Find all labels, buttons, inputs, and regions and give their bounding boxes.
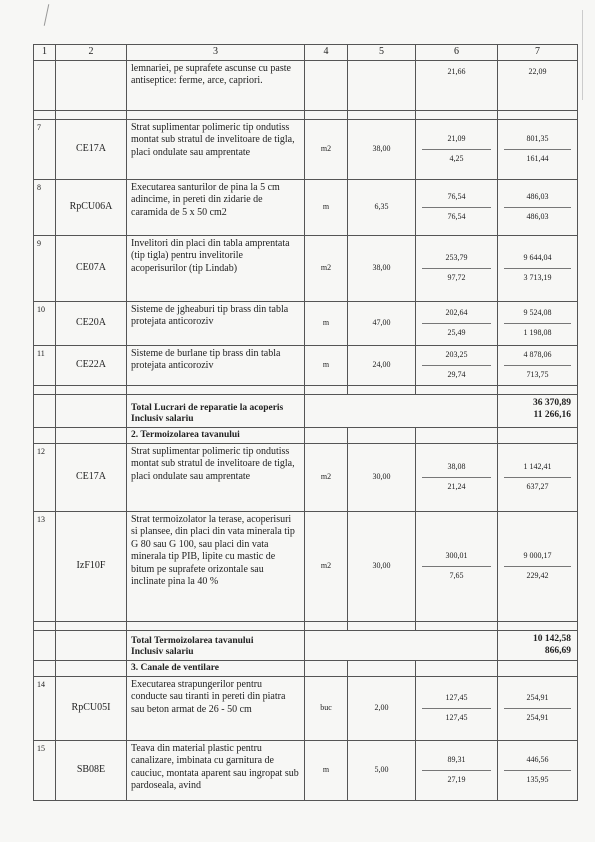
- quantity: 47,00: [348, 301, 416, 345]
- table-row: [34, 119, 578, 179]
- total-salary: 229,42: [526, 570, 549, 580]
- row-number: 9: [34, 235, 56, 301]
- col-header: 1: [34, 45, 56, 61]
- total-price: 446,56: [504, 752, 571, 771]
- norm-code: RpCU05I: [56, 676, 127, 740]
- unit: buc: [305, 676, 348, 740]
- total-price: 254,91: [504, 690, 571, 709]
- row-number: 11: [34, 345, 56, 385]
- quantity: 6,35: [348, 179, 416, 235]
- item-description: Teava din material plastic pentru canalizare, imbinata cu garnitura de cauciuc, montata aparent sau ingropat sub pardoseala, avind: [127, 740, 305, 800]
- total-price: 22,09: [528, 66, 547, 76]
- unit-price: 76,54: [422, 189, 491, 208]
- total-price: 486,03: [504, 189, 571, 208]
- unit-salary: 25,49: [447, 327, 466, 337]
- section-title: 2. Termoizolarea tavanului: [127, 427, 305, 443]
- total-price: 4 878,06: [504, 347, 571, 366]
- total-price: 1 142,41: [504, 459, 571, 478]
- estimate-table: [33, 44, 578, 801]
- col-header: 5: [348, 45, 416, 61]
- table-row: [34, 235, 578, 301]
- norm-code: RpCU06A: [56, 179, 127, 235]
- norm-code: IzF10F: [56, 511, 127, 621]
- col-header: 2: [56, 45, 127, 61]
- total-salary: 254,91: [526, 712, 549, 722]
- quantity: 24,00: [348, 345, 416, 385]
- norm-code: CE22A: [56, 345, 127, 385]
- total-salary: 713,75: [526, 369, 549, 379]
- col-header: 3: [127, 45, 305, 61]
- unit: m: [305, 345, 348, 385]
- section-title: 3. Canale de ventilare: [127, 660, 305, 676]
- item-description: Strat termoizolator la terase, acoperisuri si plansee, din placi din vata minerala tip G 80 sau G 100, sau placi din vata minerala tip PIB, lipite cu mastic de bitum pe suprafete orizontale sau inclinate pina la 40 %: [127, 511, 305, 621]
- item-description: Sisteme de jgheaburi tip brass din tabla protejata anticoroziv: [127, 301, 305, 345]
- table-row: [34, 443, 578, 511]
- unit-salary: 76,54: [447, 211, 466, 221]
- col-header: 7: [498, 45, 578, 61]
- header-row: [34, 45, 578, 61]
- total-label: Total Lucrari de reparatie la acoperis: [131, 402, 284, 413]
- total-salary: 486,03: [526, 211, 549, 221]
- unit: m: [305, 301, 348, 345]
- item-description: Invelitori din placi din tabla amprentata (tip tigla) pentru invelitorile acoperisurilor (tip Lindab): [127, 235, 305, 301]
- unit-salary: 21,24: [447, 481, 466, 491]
- col-header: 6: [416, 45, 498, 61]
- quantity: 38,00: [348, 119, 416, 179]
- table-row: [34, 345, 578, 385]
- unit: m2: [305, 119, 348, 179]
- total-salary: 135,95: [526, 774, 549, 784]
- table-row: [34, 179, 578, 235]
- unit-price: 202,64: [422, 305, 491, 324]
- unit: m2: [305, 443, 348, 511]
- item-description: Executarea strapungerilor pentru conducte sau tiranti in pereti din piatra sau beton armat de 26 - 50 cm: [127, 676, 305, 740]
- total-value: 10 142,58: [533, 633, 571, 644]
- table-row: [34, 676, 578, 740]
- unit-price: 21,09: [422, 131, 491, 150]
- row-number: 12: [34, 443, 56, 511]
- total-price: 9 000,17: [504, 548, 571, 567]
- unit-salary: 4,25: [449, 153, 464, 163]
- total-salary: 161,44: [526, 153, 549, 163]
- norm-code: CE20A: [56, 301, 127, 345]
- total-row: [34, 394, 578, 427]
- unit-salary: 127,45: [445, 712, 468, 722]
- quantity: 5,00: [348, 740, 416, 800]
- norm-code: CE17A: [56, 119, 127, 179]
- item-description: Sisteme de burlane tip brass din tabla protejata anticoroziv: [127, 345, 305, 385]
- unit-price: 21,66: [447, 66, 466, 76]
- quantity: 38,00: [348, 235, 416, 301]
- unit-salary: 27,19: [447, 774, 466, 784]
- table-row: [34, 511, 578, 621]
- total-price: 801,35: [504, 131, 571, 150]
- quantity: 30,00: [348, 443, 416, 511]
- unit-price: 203,25: [422, 347, 491, 366]
- unit: m2: [305, 235, 348, 301]
- total-price: 9 524,08: [504, 305, 571, 324]
- total-incl-label: Inclusiv salariu: [131, 413, 194, 424]
- unit-salary: 29,74: [447, 369, 466, 379]
- quantity: 2,00: [348, 676, 416, 740]
- section-row: [34, 427, 578, 443]
- total-salary-value: 11 266,16: [533, 409, 571, 420]
- row-number: 15: [34, 740, 56, 800]
- total-row: [34, 630, 578, 660]
- unit: m2: [305, 511, 348, 621]
- total-incl-label: Inclusiv salariu: [131, 646, 194, 657]
- item-description: Strat suplimentar polimeric tip ondutiss montat sub stratul de invelitoare de tigla, placi ondulate sau amprentate: [127, 443, 305, 511]
- norm-code: SB08E: [56, 740, 127, 800]
- quantity: 30,00: [348, 511, 416, 621]
- table-row: [34, 60, 578, 110]
- total-salary: 1 198,08: [523, 327, 552, 337]
- row-number: 7: [34, 119, 56, 179]
- unit-price: 253,79: [422, 250, 491, 269]
- unit-price: 127,45: [422, 690, 491, 709]
- unit: m: [305, 179, 348, 235]
- table-row: [34, 301, 578, 345]
- scan-mark: [44, 4, 50, 26]
- row-number: 8: [34, 179, 56, 235]
- unit: m: [305, 740, 348, 800]
- item-description: Strat suplimentar polimeric tip ondutiss montat sub stratul de invelitoare de tigla, placi ondulate sau amprentate: [127, 119, 305, 179]
- table-row: [34, 740, 578, 800]
- norm-code: CE17A: [56, 443, 127, 511]
- norm-code: CE07A: [56, 235, 127, 301]
- item-description: lemnariei, pe suprafete ascunse cu paste antiseptice: ferme, arce, capriori.: [127, 60, 305, 110]
- total-value: 36 370,89: [533, 397, 571, 408]
- unit-salary: 7,65: [449, 570, 464, 580]
- row-number: 10: [34, 301, 56, 345]
- section-row: [34, 660, 578, 676]
- total-salary: 637,27: [526, 481, 549, 491]
- unit-price: 38,08: [422, 459, 491, 478]
- total-label: Total Termoizolarea tavanului: [131, 635, 254, 646]
- unit-salary: 97,72: [447, 272, 466, 282]
- unit-price: 89,31: [422, 752, 491, 771]
- total-salary: 3 713,19: [523, 272, 552, 282]
- row-number: 13: [34, 511, 56, 621]
- row-number: 14: [34, 676, 56, 740]
- total-salary-value: 866,69: [544, 645, 571, 656]
- scan-mark: [582, 10, 583, 100]
- col-header: 4: [305, 45, 348, 61]
- total-price: 9 644,04: [504, 250, 571, 269]
- item-description: Executarea santurilor de pina la 5 cm adincime, in pereti din zidarie de caramida de 5 x 50 cm2: [127, 179, 305, 235]
- unit-price: 300,01: [422, 548, 491, 567]
